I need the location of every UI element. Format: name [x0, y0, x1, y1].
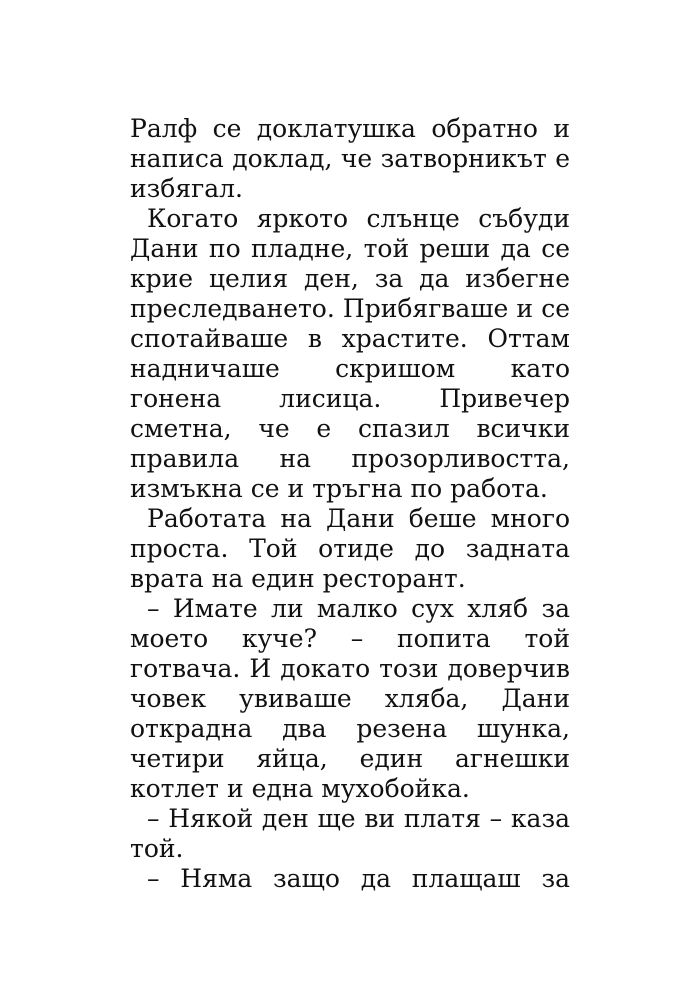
paragraph-4-dialogue: – Имате ли малко сух хляб за моето куче? – попита той готвача. И докато този доверчив човек увиваше хляба, Дани открадна два резена шунка, четири яйца, един агнешки котлет и една мухобойка.: [130, 594, 570, 803]
paragraph-6-dialogue: – Няма защо да плащаш за: [147, 864, 570, 893]
paragraph-2: Когато яркото слънце събуди Дани по пладне, той реши да се крие целия ден, за да избегне преследването. Прибягваше и се спотайваше в храстите. Оттам надничаше скришом като гонена лисица. Привечер сметна, че е спазил всички правила на прозорливостта, измъкна се и тръгна по работа.: [130, 204, 570, 503]
page-text: [130, 114, 570, 894]
paragraph-1: Ралф се доклатушка обратно и написа доклад, че затворникът е избягал.: [130, 114, 570, 203]
paragraph-3: Работата на Дани беше много проста. Той отиде до задната врата на един ресторант.: [130, 504, 570, 593]
paragraph-5-dialogue: – Някой ден ще ви платя – каза той.: [130, 804, 570, 863]
